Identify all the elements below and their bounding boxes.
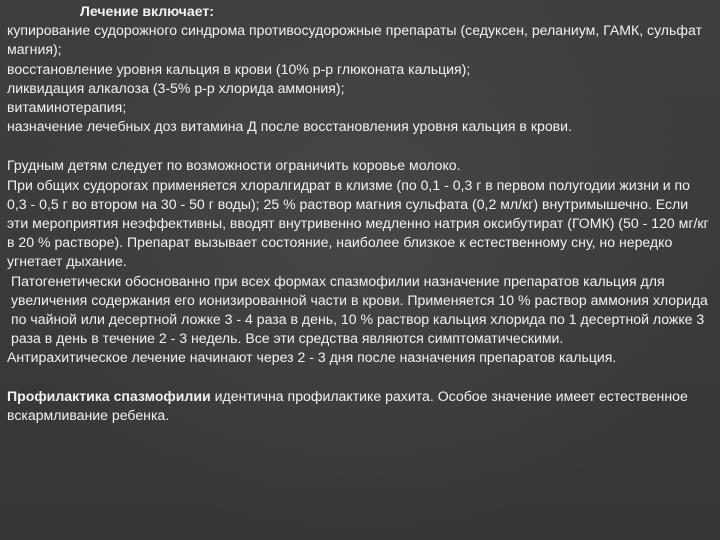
prophylaxis-text: идентична профилактике рахита. Особое значение имеет естественное вскармливание ребенка. bbox=[7, 387, 688, 423]
prophylaxis-paragraph bbox=[7, 387, 710, 425]
treatment-item-vitamin-d: назначение лечебных доз витамина Д после восстановления уровня кальция в крови. bbox=[7, 118, 572, 135]
milk-paragraph: Грудным детям следует по возможности ограничить коровье молоко. bbox=[7, 157, 461, 174]
antirachitic-paragraph: Антирахитическое лечение начинают через 2 - 3 дня после назначения препаратов кальция. bbox=[7, 349, 617, 366]
treatment-item-vitamins: витаминотерапия; bbox=[7, 99, 127, 116]
paragraph-gap bbox=[7, 368, 710, 387]
treatment-item-seizures: купирование судорожного синдрома противосудорожные препараты (седуксен, реланиум, ГАМК, сульфат магния); bbox=[7, 22, 702, 58]
paragraph-gap bbox=[7, 136, 710, 156]
pathogenetic-paragraph: Патогенетически обоснованно при всех формах спазмофилии назначение препаратов кальция для увеличения содержания его ионизированной части в крови. Применяется 10 % раствор аммония хлорида по чайной или десертной ложке 3 - 4 раза в день, 10 % раствор кальция хлорида по 1 десертной ложке 3 раза в день в течение 2 - 3 недель. Все эти средства являются симптоматическими. bbox=[11, 272, 708, 347]
convulsions-paragraph: При общих судорогах применяется хлоралгидрат в клизме (по 0,1 - 0,3 г в первом полугодии жизни и по 0,3 - 0,5 г во втором на 30 - 50 г воды); 25 % раствор магния сульфата (0,2 мл/кг) внутримышечно. Если эти мероприятия неэффективны, вводят внутривенно медленно натрия оксибутират (ГОМК) (50 - 120 мг/кг в 20 % растворе). Препарат вызывает состояние, наиболее близкое к естественному сну, но нередко угнетает дыхание. bbox=[7, 176, 709, 270]
treatment-item-alkalosis: ликвидация алкалоза (3-5% р-р хлорида аммония); bbox=[7, 79, 345, 96]
treatment-heading: Лечение включает: bbox=[80, 3, 214, 19]
prophylaxis-title: Профилактика спазмофилии bbox=[7, 387, 211, 404]
treatment-item-calcium: восстановление уровня кальция в крови (10% р-р глюконата кальция); bbox=[7, 60, 471, 77]
